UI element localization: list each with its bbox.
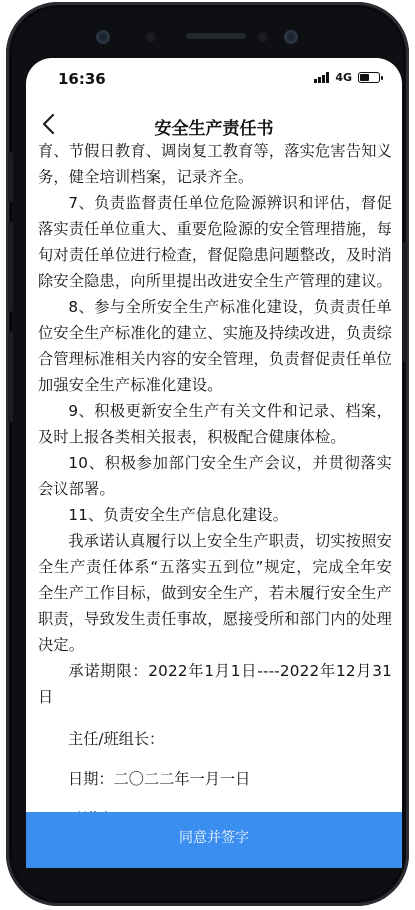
earpiece-speaker	[186, 33, 246, 39]
sensor-icon	[258, 32, 268, 42]
director-signature-label: 主任/班组长：	[68, 730, 165, 748]
sensor-icon	[146, 32, 156, 42]
volume-down-button	[8, 332, 13, 422]
battery-icon	[358, 72, 380, 83]
doc-paragraph: 8、参与全所安全生产标准化建设，负责责任单位安全生产标准化的建立、实施及持续改进，负责综合管理标准相关内容的安全管理，负责督促责任单位加强安全生产标准化建设。	[38, 298, 392, 394]
front-camera-icon	[96, 30, 110, 44]
power-button	[402, 242, 407, 362]
doc-paragraph: 11、负责安全生产信息化建设。	[68, 506, 289, 524]
mute-switch	[8, 152, 13, 202]
document-body[interactable]	[26, 142, 402, 812]
status-bar	[26, 58, 402, 98]
network-type: 4G	[335, 71, 352, 84]
agree-and-sign-button[interactable]: 同意并签字	[26, 812, 402, 868]
status-icons	[314, 71, 380, 84]
doc-paragraph: 育、节假日教育、调岗复工教育等，落实危害告知义务，健全培训档案，记录齐全。	[38, 142, 392, 186]
screen	[26, 58, 402, 868]
phone-frame	[6, 2, 409, 906]
signal-icon	[314, 72, 329, 83]
page-title: 安全生产责任书	[154, 119, 274, 139]
volume-up-button	[8, 222, 13, 312]
front-camera-icon	[284, 30, 298, 44]
signature-date: 日期：二〇二二年一月一日	[68, 770, 251, 788]
top-bezel	[6, 28, 409, 48]
doc-paragraph: 10、积极参加部门安全生产会议，并贯彻落实会议部署。	[38, 454, 392, 498]
doc-paragraph: 7、负责监督责任单位危险源辨识和评估，督促落实责任单位重大、重要危险源的安全管理措施，每旬对责任单位进行检查，督促隐患问题整改，及时消除安全隐患，向所里提出改进安全生产管理的建议。	[38, 194, 392, 290]
commitment-period: 承诺期限：2022年1月1日----2022年12月31日	[38, 662, 392, 706]
doc-paragraph: 9、积极更新安全生产有关文件和记录、档案，及时上报各类相关报表，积极配合健康体检。	[38, 402, 392, 446]
status-time: 16:36	[58, 70, 106, 88]
doc-paragraph: 我承诺认真履行以上安全生产职责，切实按照安全生产责任体系“五落实五到位”规定，完成全年安全生产工作目标，做到安全生产，若未履行安全生产职责，导致发生责任事故，愿接受所和部门内的处理决定。	[38, 532, 392, 654]
battery-level	[360, 74, 369, 81]
